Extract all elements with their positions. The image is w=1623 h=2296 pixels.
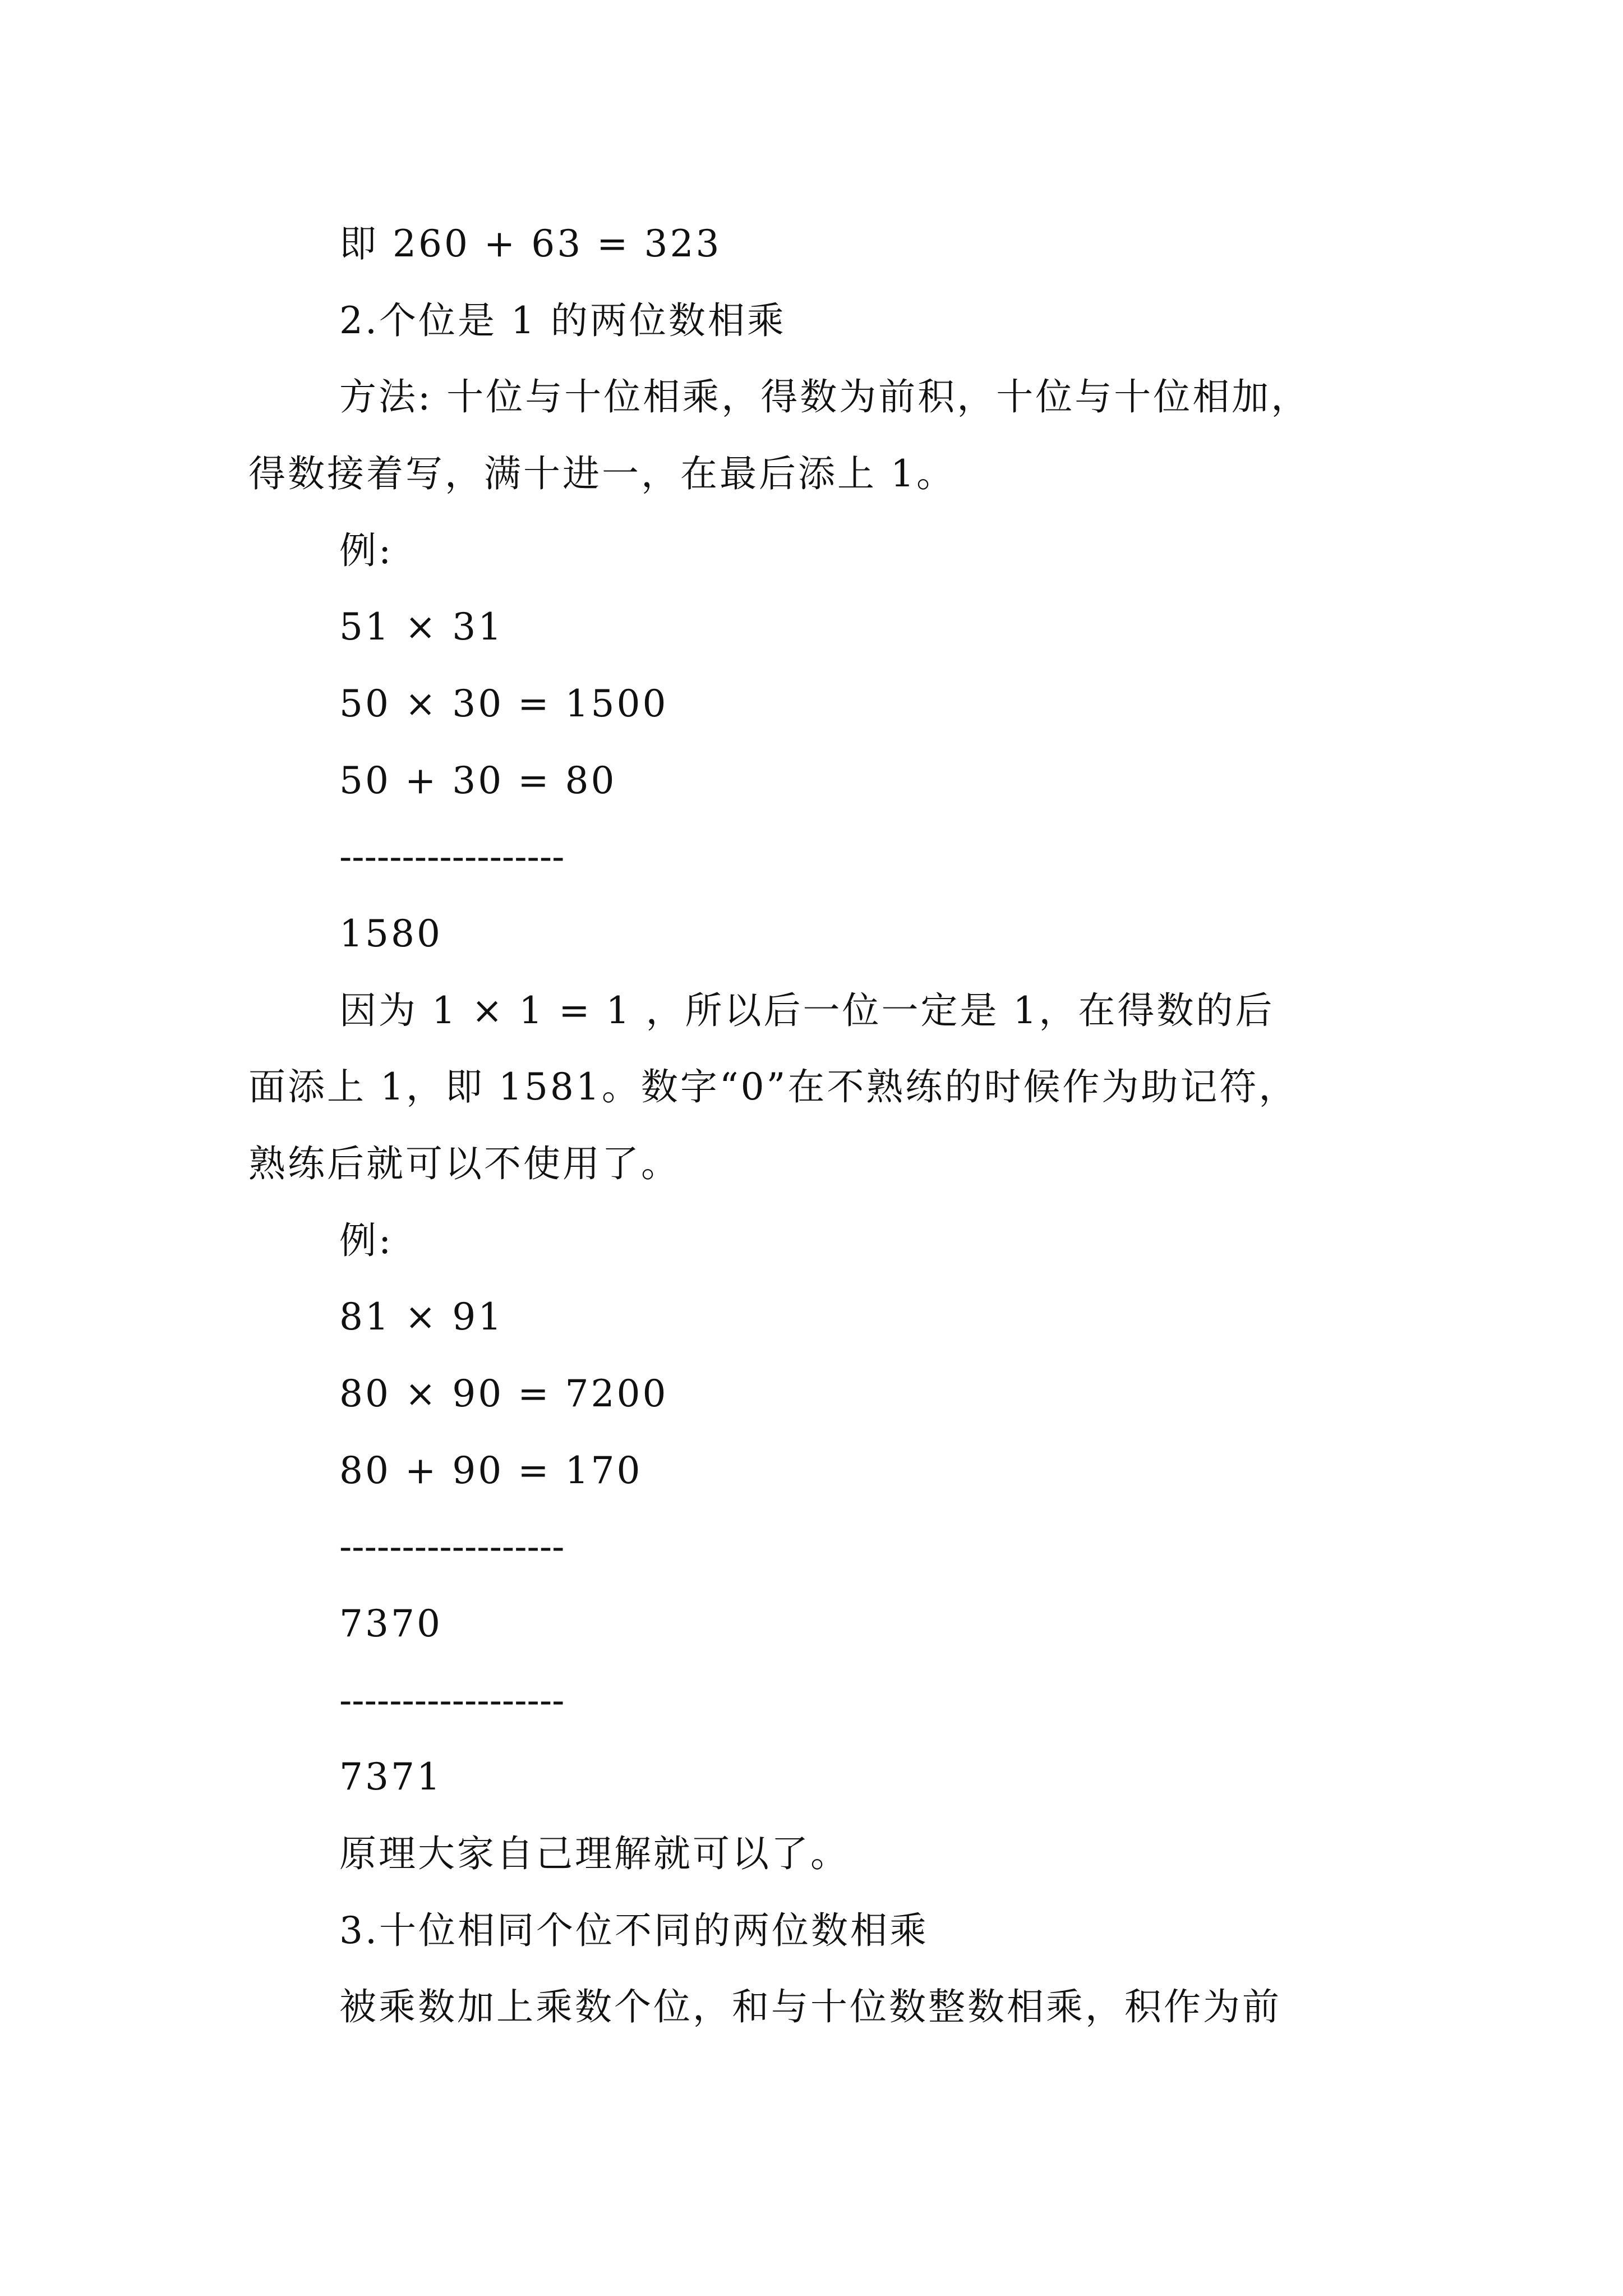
math-line: 50 + 30 = 80 bbox=[339, 759, 617, 802]
math-line: 1580 bbox=[339, 912, 442, 955]
math-line: 7370 bbox=[339, 1602, 442, 1645]
math-line: 50 × 30 = 1500 bbox=[339, 682, 668, 725]
example-label: 例: bbox=[339, 1219, 394, 1262]
text-line: 面添上 1，即 1581。数字“0”在不熟练的时候作为助记符， bbox=[248, 1065, 1298, 1108]
math-line: 51 × 31 bbox=[339, 605, 504, 648]
dash-rule: ------------------ bbox=[339, 835, 565, 878]
example-label: 例: bbox=[339, 529, 394, 572]
math-line: 7371 bbox=[339, 1755, 442, 1798]
dash-rule: ------------------ bbox=[339, 1679, 565, 1722]
math-line: 81 × 91 bbox=[339, 1295, 504, 1338]
text-line: 原理大家自己理解就可以了。 bbox=[339, 1832, 850, 1875]
text-line: 因为 1 × 1 = 1 ，所以后一位一定是 1，在得数的后 bbox=[339, 989, 1275, 1032]
dash-rule: ------------------ bbox=[339, 1525, 565, 1568]
math-line: 80 × 90 = 7200 bbox=[339, 1372, 668, 1415]
math-line: 80 + 90 = 170 bbox=[339, 1449, 643, 1492]
text-line: 被乘数加上乘数个位，和与十位数整数相乘，积作为前 bbox=[339, 1985, 1281, 2028]
text-line: 得数接着写，满十进一，在最后添上 1。 bbox=[248, 452, 956, 495]
text-line: 即 260 + 63 = 323 bbox=[339, 222, 722, 265]
section-heading: 3.十位相同个位不同的两位数相乘 bbox=[339, 1909, 929, 1952]
text-line: 方法: 十位与十位相乘，得数为前积，十位与十位相加， bbox=[339, 375, 1311, 418]
text-line: 熟练后就可以不使用了。 bbox=[248, 1142, 680, 1185]
section-heading: 2.个位是 1 的两位数相乘 bbox=[339, 299, 786, 342]
